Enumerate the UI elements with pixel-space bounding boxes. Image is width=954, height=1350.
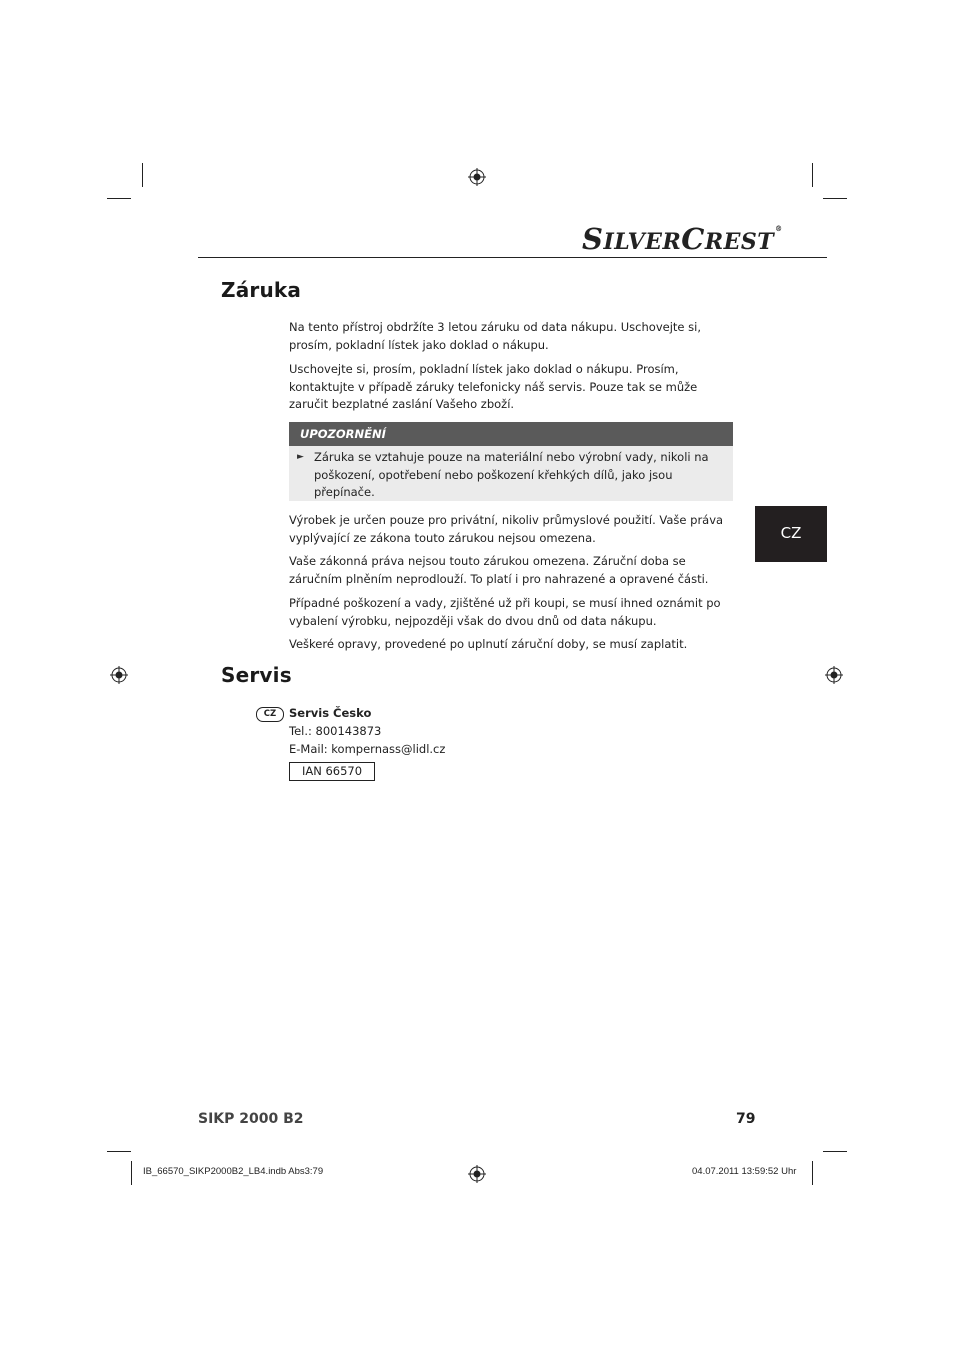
brand-logo-text: REST bbox=[704, 229, 775, 255]
page-number: 79 bbox=[736, 1111, 756, 1127]
brand-logo-letter: C bbox=[681, 222, 705, 256]
warranty-paragraph: Na tento přístroj obdržíte 3 letou záruku od data nákupu. Uschovejte si, prosím, pokladní lístek jako doklad o nákupu. bbox=[289, 320, 701, 352]
service-name: Servis Česko bbox=[289, 706, 372, 720]
crop-mark bbox=[107, 198, 131, 199]
language-tab-label: CZ bbox=[780, 524, 802, 542]
registration-mark-icon bbox=[468, 168, 486, 186]
service-email: E-Mail: kompernass@lidl.cz bbox=[289, 742, 446, 756]
brand-logo-letter: S bbox=[582, 222, 604, 256]
warranty-paragraph: Vaše zákonná práva nejsou touto zárukou omezena. Záruční doba se záručním plněním neprodlouží. To platí i pro nahrazené a opravené části. bbox=[289, 554, 709, 586]
language-tab bbox=[755, 506, 827, 562]
registration-mark-icon bbox=[468, 1165, 486, 1183]
model-number: SIKP 2000 B2 bbox=[198, 1111, 304, 1127]
registration-mark-icon bbox=[110, 666, 128, 684]
ian-number: IAN 66570 bbox=[289, 762, 375, 781]
registered-mark: ® bbox=[775, 224, 783, 233]
warranty-paragraph: Veškeré opravy, provedené po uplnutí záruční doby, se musí zaplatit. bbox=[289, 637, 688, 651]
registration-mark-icon bbox=[825, 666, 843, 684]
warranty-paragraph: Uschovejte si, prosím, pokladní lístek jako doklad o nákupu. Prosím, kontaktujte v případě záruky telefonicky náš servis. Pouze tak se může zaručit bezplatné zaslání Vašeho zboží. bbox=[289, 362, 698, 411]
print-slug-file: IB_66570_SIKP2000B2_LB4.indb Abs3:79 bbox=[143, 1166, 324, 1177]
brand-logo bbox=[582, 222, 783, 256]
section-title-service: Servis bbox=[221, 663, 292, 687]
crop-mark bbox=[823, 1151, 847, 1152]
country-badge: CZ bbox=[256, 707, 284, 722]
warranty-paragraph: Případné poškození a vady, zjištěné už při koupi, se musí ihned oznámit po vybalení výrobku, nejpozději však do dvou dnů od data nákupu. bbox=[289, 596, 721, 628]
notice-header bbox=[289, 422, 733, 446]
notice-text: Záruka se vztahuje pouze na materiální nebo výrobní vady, nikoli na poškození, opotřebení nebo poškození křehkých dílů, jako jsou přepínače. bbox=[314, 450, 709, 499]
bullet-arrow-icon: ► bbox=[297, 452, 304, 462]
crop-mark bbox=[107, 1151, 131, 1152]
notice-heading: UPOZORNĚNÍ bbox=[300, 427, 386, 441]
notice-box bbox=[289, 446, 733, 501]
service-phone: Tel.: 800143873 bbox=[289, 724, 382, 738]
brand-logo-text: ILVER bbox=[603, 229, 682, 255]
warranty-paragraph: Výrobek je určen pouze pro privátní, nikoliv průmyslové použití. Vaše práva vyplývající ze zákona touto zárukou nejsou omezena. bbox=[289, 513, 724, 545]
crop-mark bbox=[823, 198, 847, 199]
crop-mark bbox=[812, 163, 813, 187]
crop-mark bbox=[142, 163, 143, 187]
crop-mark bbox=[131, 1161, 132, 1185]
header-rule bbox=[198, 257, 827, 258]
crop-mark bbox=[812, 1161, 813, 1185]
print-slug-timestamp: 04.07.2011 13:59:52 Uhr bbox=[692, 1166, 797, 1177]
section-title-warranty: Záruka bbox=[221, 278, 302, 302]
